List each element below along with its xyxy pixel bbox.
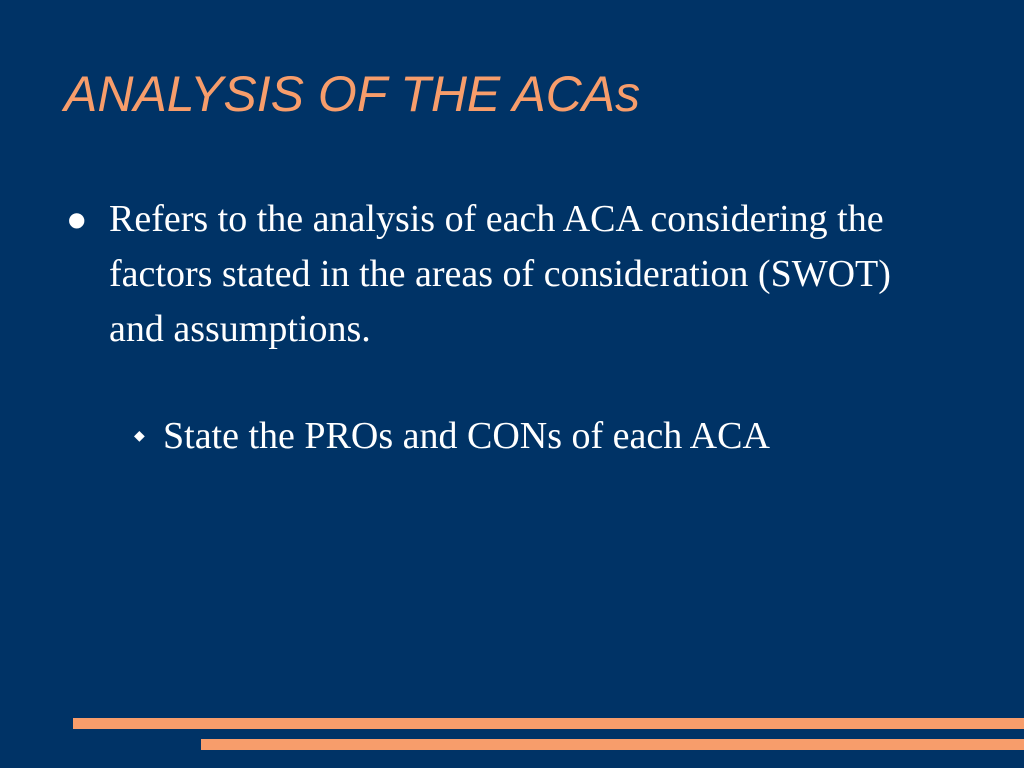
decorative-stripe-bottom xyxy=(201,739,1024,750)
bullet-text: Refers to the analysis of each ACA considering the factors stated in the areas of consideration (SWOT) and assumptions. xyxy=(109,198,891,350)
round-bullet-icon: ● xyxy=(68,207,86,231)
bullet-item xyxy=(64,192,944,357)
diamond-bullet-icon: ◆ xyxy=(134,428,145,444)
sub-bullet-item xyxy=(128,410,848,462)
sub-bullet-text: State the PROs and CONs of each ACA xyxy=(163,415,770,457)
slide-title: ANALYSIS OF THE ACAs xyxy=(64,66,641,122)
decorative-stripe-top xyxy=(73,718,1024,729)
